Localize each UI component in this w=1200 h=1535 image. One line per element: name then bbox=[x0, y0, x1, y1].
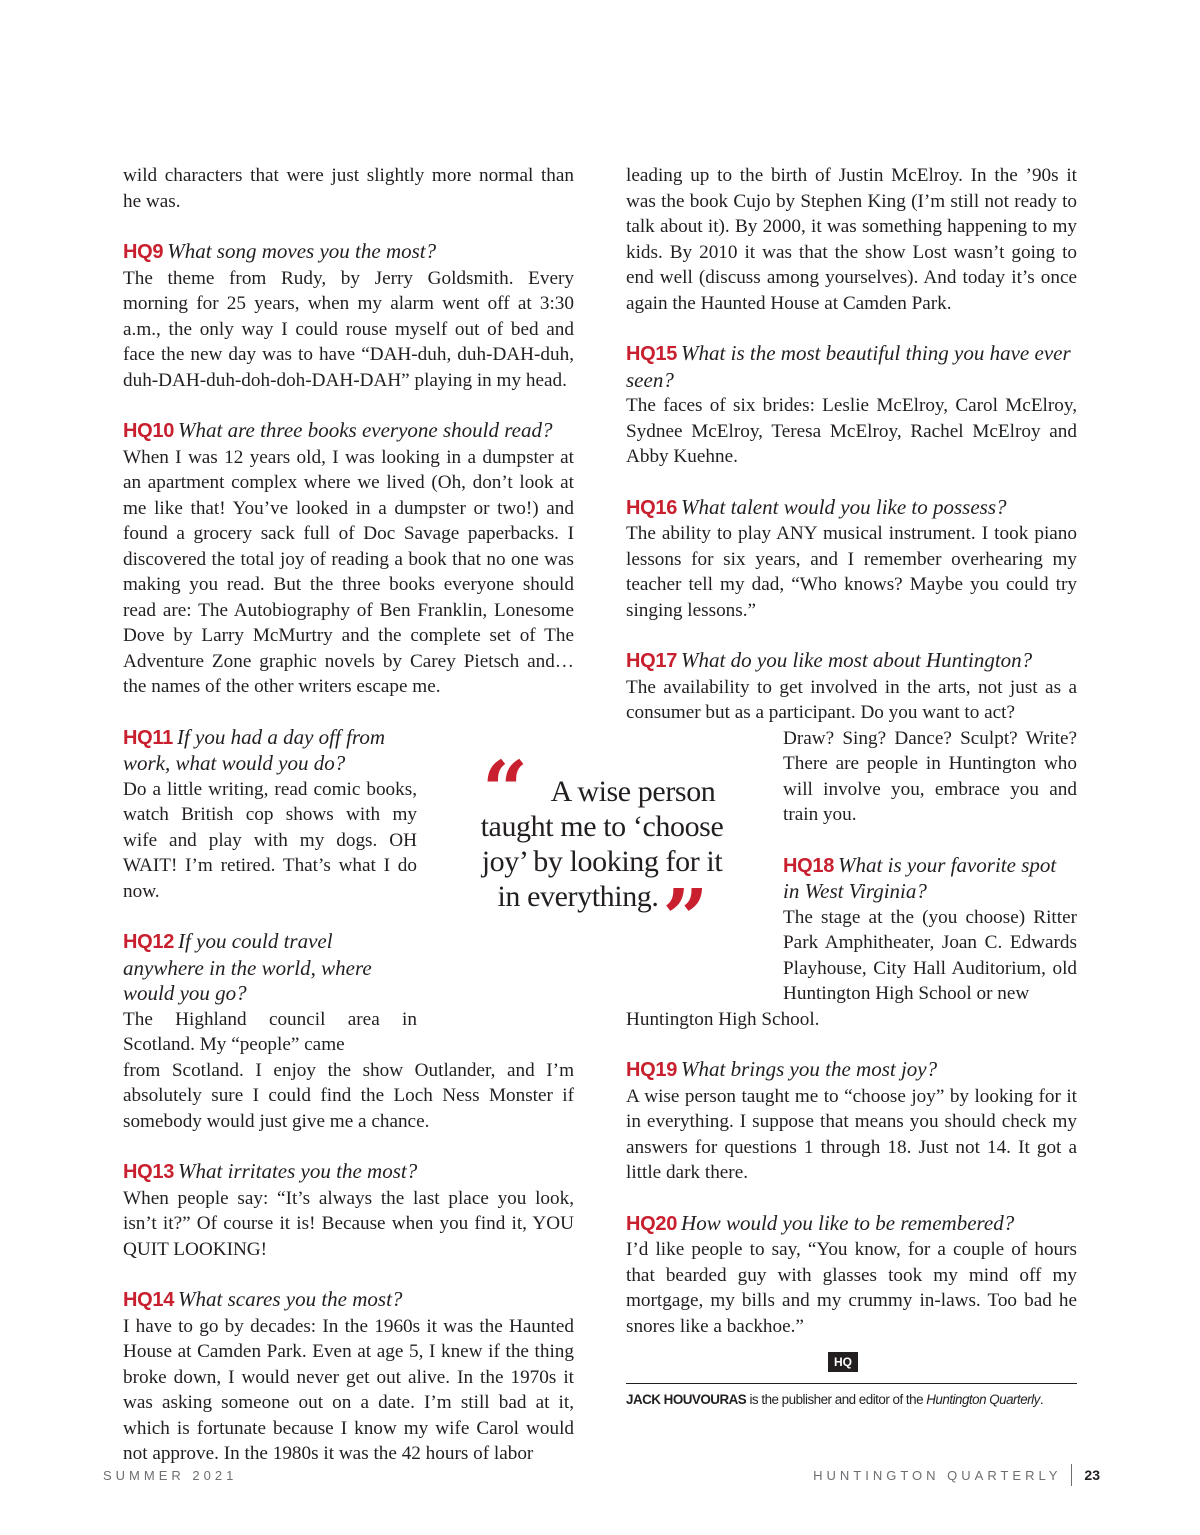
question bbox=[123, 418, 574, 445]
footer-divider bbox=[1071, 1464, 1072, 1486]
qa-item-hq10 bbox=[123, 418, 574, 700]
question-text: What brings you the most joy? bbox=[681, 1057, 938, 1081]
question-number: HQ17 bbox=[626, 650, 678, 672]
question bbox=[123, 1159, 574, 1186]
question-text: What is the most beautiful thing you have ever seen? bbox=[626, 341, 1071, 392]
answer-text: The stage at the (you choose) Ritter Park Amphitheater, Joan C. Edwards Playhouse, City Hall Auditorium, old Huntington High School or new bbox=[783, 906, 1077, 1004]
question-text: If you could travel anywhere in the world, where would you go? bbox=[123, 929, 372, 1005]
question-number: HQ9 bbox=[123, 241, 164, 263]
pull-quote-line: joy’ by looking for it bbox=[481, 845, 723, 878]
footer-right bbox=[813, 1464, 1100, 1486]
pull-quote-line: A wise person bbox=[550, 775, 716, 808]
question bbox=[123, 1287, 574, 1314]
answer-text: I have to go by decades: In the 1960s it was the Haunted House at Camden Park. Even at age 5, I knew if the thing broke down, I would never get out alive. In the 1970s it was asking someone out on a date. I’m still bad at it, which is fortunate because I know my wife Carol would not approve. In the 1980s it was the 42 hours of labor bbox=[123, 1315, 574, 1464]
answer-text: The ability to play ANY musical instrument. I took piano lessons for six years, and I remember overhearing my teacher tell my dad, “Who knows? Maybe you could try singing lessons.” bbox=[626, 523, 1077, 621]
question-number: HQ19 bbox=[626, 1059, 678, 1081]
page-number: 23 bbox=[1084, 1467, 1100, 1483]
answer-text: The theme from Rudy, by Jerry Goldsmith. Every morning for 25 years, when my alarm went off at 3:30 a.m., the only way I could rouse myself out of bed and face the new day was to have “DAH-duh, duh-DAH-duh, duh-DAH-duh-doh-doh-DAH-DAH” playing in my head. bbox=[123, 267, 574, 391]
answer-text-continued: from Scotland. I enjoy the show Outlander, and I’m absolutely sure I could find the Loch Ness Monster if somebody would just give me a chance. bbox=[123, 1059, 574, 1132]
qa-item-hq13 bbox=[123, 1159, 574, 1262]
question-text: What song moves you the most? bbox=[167, 239, 437, 263]
pull-quote-line: in everything. bbox=[497, 880, 659, 913]
answer-text: A wise person taught me to “choose joy” by looking for it in everything. I suppose that means you should check my answers for questions 1 through 18. Just not 14. It got a little dark there. bbox=[626, 1085, 1077, 1183]
question bbox=[626, 341, 1077, 393]
bio-text: is the publisher and editor of the bbox=[746, 1392, 927, 1407]
question-text: What irritates you the most? bbox=[178, 1159, 418, 1183]
continued-paragraph: wild characters that were just slightly more normal than he was. bbox=[123, 165, 574, 212]
question bbox=[626, 648, 1077, 675]
question-text: If you had a day off from work, what would you do? bbox=[123, 724, 385, 775]
answer-text: The Highland council area in Scotland. My “people” came bbox=[123, 1008, 417, 1055]
question-text: What scares you the most? bbox=[178, 1287, 403, 1311]
qa-item-hq20 bbox=[626, 1211, 1077, 1340]
question bbox=[123, 239, 574, 266]
bio-publication: Huntington Quarterly bbox=[926, 1392, 1040, 1407]
question bbox=[626, 495, 1077, 522]
qa-item-hq14 bbox=[123, 1287, 574, 1467]
question-number: HQ14 bbox=[123, 1289, 175, 1311]
footer-publication: HUNTINGTON QUARTERLY bbox=[813, 1467, 1062, 1483]
answer-text: I’d like people to say, “You know, for a couple of hours that bearded guy with glasses took my mind off my mortgage, my bills and my crummy in-laws. Too bad he snores like a backhoe.” bbox=[626, 1239, 1077, 1337]
qa-item-hq19 bbox=[626, 1057, 1077, 1186]
question-text: How would you like to be remembered? bbox=[681, 1210, 1015, 1235]
answer-text: Do a little writing, read comic books, watch British cop shows with my wife and play with my dogs. OH WAIT! I’m retired. That’s what I do now. bbox=[123, 778, 417, 902]
question-text: What talent would you like to possess? bbox=[681, 494, 1007, 519]
bio-end: . bbox=[1039, 1392, 1044, 1407]
author-name: JACK HOUVOURAS bbox=[626, 1392, 747, 1407]
qa-item-hq16 bbox=[626, 495, 1077, 624]
question-number: HQ15 bbox=[626, 343, 678, 365]
qa-item-hq15 bbox=[626, 341, 1077, 470]
close-quote-mark-icon: ” bbox=[662, 871, 708, 965]
answer-text-continued: Draw? Sing? Dance? Sculpt? Write? There are people in Huntington who will involve you, embrace you and train you. bbox=[783, 727, 1077, 825]
footer-issue: SUMMER 2021 bbox=[103, 1468, 238, 1483]
hq-end-mark-icon: HQ bbox=[828, 1352, 858, 1372]
pull-quote-line: taught me to ‘choose bbox=[480, 810, 724, 843]
answer-text: The availability to get involved in the arts, not just as a consumer but as a participant. Do you want to act? bbox=[626, 676, 1077, 723]
qa-item-hq11 bbox=[123, 725, 417, 905]
pull-quote bbox=[462, 743, 742, 965]
author-bio bbox=[626, 1391, 1086, 1409]
question-number: HQ12 bbox=[123, 931, 175, 953]
question bbox=[123, 725, 417, 777]
qa-item-hq12 bbox=[123, 929, 574, 1134]
answer-text: When I was 12 years old, I was looking in a dumpster at an apartment complex where we lived (Oh, don’t look at me like that! You’ve looked in a dumpster or two!) and found a grocery sack full of Doc Savage paperbacks. I discovered the total joy of reading a book that no one was making you read. But the three books everyone should read are: The Autobiography of Ben Franklin, Lonesome Dove by Larry McMurtry and the complete set of The Adventure Zone graphic novels by Carey Pietsch and… the names of the other writers escape me. bbox=[123, 446, 574, 697]
question bbox=[123, 929, 417, 1007]
qa-item-hq9 bbox=[123, 239, 574, 393]
question bbox=[626, 1057, 1077, 1084]
question-text: What is your favorite spot in West Virginia? bbox=[783, 852, 1057, 903]
bio-divider bbox=[626, 1383, 1077, 1384]
question-number: HQ11 bbox=[123, 726, 173, 749]
answer-text-continued: Huntington High School. bbox=[626, 1008, 820, 1030]
open-quote-mark-icon: “ bbox=[482, 743, 528, 837]
question-number: HQ16 bbox=[626, 496, 678, 519]
question-text: What do you like most about Huntington? bbox=[681, 648, 1033, 672]
question-number: HQ10 bbox=[123, 420, 175, 442]
question-number: HQ20 bbox=[626, 1212, 678, 1235]
answer-text: The faces of six brides: Leslie McElroy, Carol McElroy, Sydnee McElroy, Teresa McElroy, Rachel McElroy and Abby Kuehne. bbox=[626, 395, 1077, 467]
question-number: HQ18 bbox=[783, 854, 835, 877]
continued-paragraph: leading up to the birth of Justin McElroy. In the ’90s it was the book Cujo by Stephen King (I’m still not ready to talk about it). By 2000, it was something happening to my kids. By 2010 it was that the show Lost wasn’t going to end well (discuss among yourselves). And today it’s once again the Haunted House at Camden Park. bbox=[626, 165, 1077, 314]
question bbox=[783, 853, 1077, 905]
question-number: HQ13 bbox=[123, 1161, 175, 1183]
answer-text: When people say: “It’s always the last place you look, isn’t it?” Of course it is! Because when you find it, YOU QUIT LOOKING! bbox=[123, 1187, 574, 1260]
question bbox=[626, 1211, 1077, 1238]
question-text: What are three books everyone should read? bbox=[178, 418, 553, 442]
